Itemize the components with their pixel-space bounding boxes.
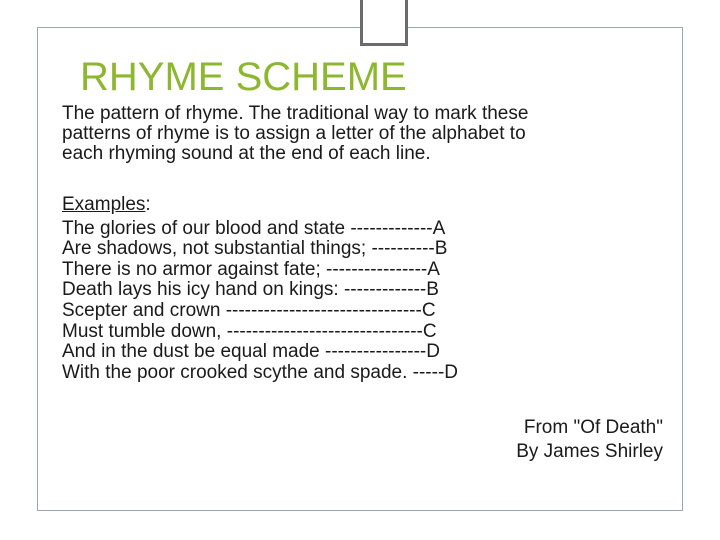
- slide-title: RHYME SCHEME: [80, 55, 407, 99]
- intro-line: The pattern of rhyme. The traditional way to mark these: [62, 103, 529, 124]
- poem-line: With the poor crooked scythe and spade. -----D: [62, 361, 459, 383]
- intro-paragraph: [62, 104, 682, 164]
- poem-line: Must tumble down, -------------------------------C: [62, 320, 437, 342]
- poem-line: And in the dust be equal made ----------------D: [62, 341, 440, 363]
- attribution: [516, 416, 663, 464]
- poem-line: Are shadows, not substantial things; ----------B: [62, 238, 448, 260]
- examples-block: [62, 195, 458, 383]
- examples-heading-colon: :: [145, 194, 151, 215]
- slide-decoration-tab: [360, 0, 408, 46]
- examples-heading-row: [62, 195, 458, 216]
- intro-line: each rhyming sound at the end of each line.: [62, 143, 431, 164]
- examples-heading: Examples: [62, 194, 146, 215]
- poem-line: The glories of our blood and state -------------A: [62, 217, 446, 239]
- poem-line: Death lays his icy hand on kings: -------------B: [62, 279, 439, 301]
- poem-line: There is no armor against fate; ----------------A: [62, 258, 440, 280]
- attribution-source: From "Of Death": [523, 417, 663, 438]
- attribution-author: By James Shirley: [516, 441, 663, 462]
- poem-line: Scepter and crown -------------------------------C: [62, 299, 436, 321]
- intro-line: patterns of rhyme is to assign a letter of the alphabet to: [62, 123, 526, 144]
